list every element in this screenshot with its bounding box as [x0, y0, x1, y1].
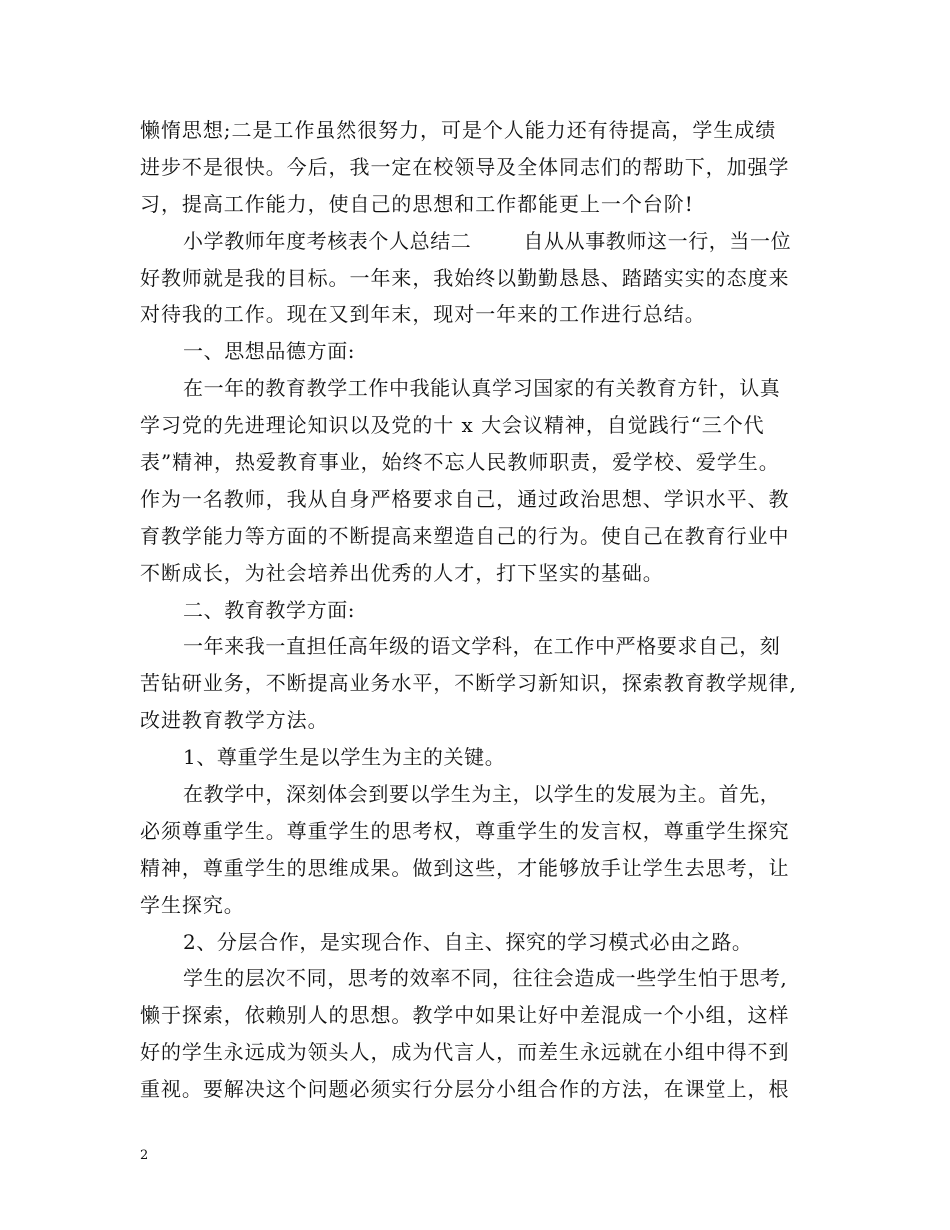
numbered-point: 2、分层合作，是实现合作、自主、探究的学习模式必由之路。 — [183, 929, 753, 954]
text-line: 对待我的工作。现在又到年末，现对一年来的工作进行总结。 — [140, 302, 706, 327]
text-line: 育教学能力等方面的不断提高来塑造自己的行为。使自己在教育行业中 — [140, 523, 790, 548]
section-heading-line — [140, 223, 828, 260]
text-line: 懒惰思想;二是工作虽然很努力，可是个人能力还有待提高，学生成绩 — [140, 118, 777, 142]
section-heading-title: 小学教师年度考核表个人总结二 — [183, 228, 472, 253]
text-line: 不断成长，为社会培养出优秀的人才，打下坚实的基础。 — [140, 560, 664, 585]
text-line: 表”精神，热爱教育事业，始终不忘人民教师职责，爱学校、爱学生。 — [140, 450, 780, 475]
text-line: 学习党的先进理论知识以及党的十 x 大会议精神，自觉践行“三个代 — [140, 413, 765, 438]
text-line: 作为一名教师，我从自身严格要求自己，通过政治思想、学识水平、教 — [140, 486, 790, 511]
text-line: 好教师就是我的目标。一年来，我始终以勤勤恳恳、踏踏实实的态度来 — [140, 265, 790, 290]
text-line: 改进教育教学方法。 — [140, 708, 329, 733]
text-line: 重视。要解决这个问题必须实行分层分小组合作的方法，在课堂上，根 — [140, 1077, 790, 1102]
paragraph-start: 一年来我一直担任高年级的语文学科，在工作中严格要求自己，刻 — [183, 634, 781, 659]
subsection-heading: 一、思想品德方面: — [183, 339, 356, 364]
text-line: 必须尊重学生。尊重学生的思考权，尊重学生的发言权，尊重学生探究 — [140, 818, 790, 843]
paragraph-start: 学生的层次不同，思考的效率不同，往往会造成一些学生怕于思考, — [183, 966, 788, 991]
section-heading-continuation: 自从从事教师这一行，当一位 — [523, 228, 792, 253]
paragraph-start: 在教学中，深刻体会到要以学生为主，以学生的发展为主。首先， — [183, 782, 781, 807]
document-body — [140, 112, 828, 1108]
text-line: 懒于探索，依赖别人的思想。教学中如果让好中差混成一个小组，这样 — [140, 1003, 790, 1028]
text-line: 精神，尊重学生的思维成果。做到这些，才能够放手让学生去思考，让 — [140, 855, 790, 880]
text-line: 进步不是很快。今后，我一定在校领导及全体同志们的帮助下，加强学 — [140, 154, 790, 179]
text-line: 学生探究。 — [140, 892, 245, 917]
page-number: 2 — [140, 1148, 149, 1163]
numbered-point: 1、尊重学生是以学生为主的关键。 — [183, 745, 506, 770]
text-line: 好的学生永远成为领头人，成为代言人，而差生永远就在小组中得不到 — [140, 1040, 790, 1065]
paragraph-start: 在一年的教育教学工作中我能认真学习国家的有关教育方针，认真 — [183, 376, 781, 401]
subsection-heading: 二、教育教学方面: — [183, 597, 356, 622]
text-line: 苦钻研业务，不断提高业务水平，不断学习新知识，探索教育教学规律, — [140, 671, 797, 696]
text-line: 习，提高工作能力，使自己的思想和工作都能更上一个台阶! — [140, 191, 694, 216]
